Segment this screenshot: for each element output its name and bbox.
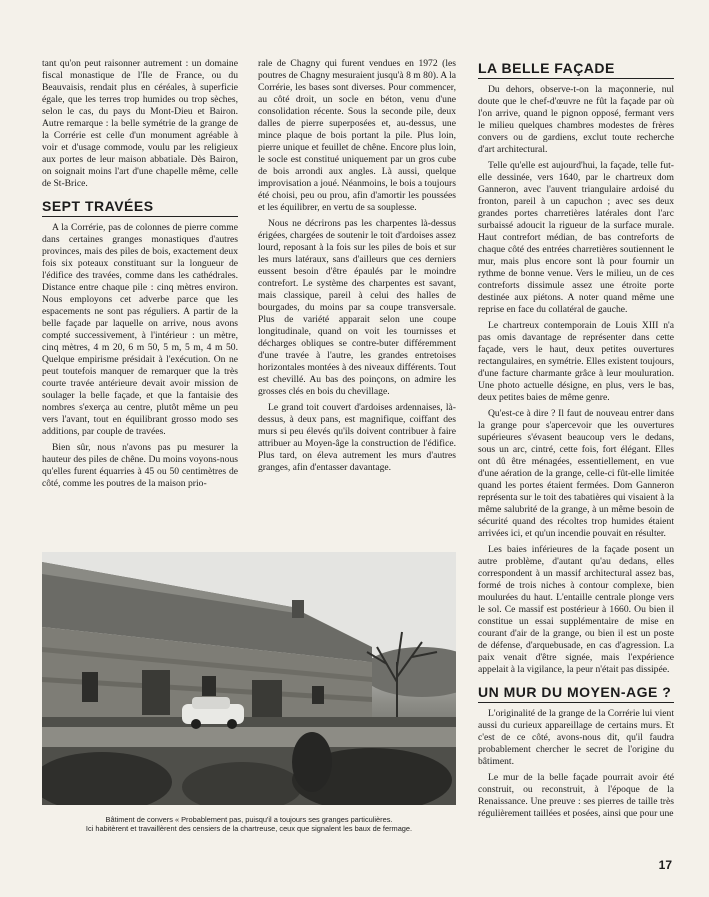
paragraph: Du dehors, observe-t-on la maçonnerie, nul doute que le chef-d'œuvre ne fût la façade par où l'on arrive, quand le pignon opposé, fermant vers le milieu quelques chambres modestes de frères convers ou de gardiens, exclut toute recherche d'art architectural. xyxy=(478,84,674,155)
section-heading-un-mur-du-moyen-age: UN MUR DU MOYEN-AGE ? xyxy=(478,684,674,703)
paragraph: A la Corrérie, pas de colonnes de pierre comme dans certaines granges monastiques d'autres provinces, mais des piles de bois, exactement deux fois six poteaux constituant sur la longueur de l'édifice des travées, comme dans les cathédrales. Distance entre chaque pile : cinq mètres environ. Nous employons cet adverbe parce que les espacements ne sont pas réguliers. A partir de la belle façade par laquelle on arrive, nous avons compté successivement, à l'intérieur : un mètre, cinq mètres, 4 m 20, 6 m 50, 5 m, 5 m, 4 m 50. Quelque empirisme présidait à l'exécution. On ne peut toutefois manquer de remarquer que la très courte travée antérieure devait avoir mission de soulager la belle façade, et que la fantaisie des nombres s'exerça au centre, plutôt même un peu vers l'avant, tout en équilibrant grosso modo ses additions, par couple de travées. xyxy=(42,222,238,437)
paragraph: tant qu'on peut raisonner autrement : un domaine fiscal monastique de l'Ile de France, ou du Beauvaisis, rendait plus en céréales, à superficie égale, que les terres trop humides ou trop sèches, selon le cas, du pays du Mont-Dieu et Bairon. Autre remarque : la belle symétrie de la grange de la Corrérie est celle d'un monument agréable à voir et d'usage commode, voulu par les religieux aux portes de leur maison abbatiale. Dès Bairon, on soignait moins l'art d'une chapelle même, celle de St-Brice. xyxy=(42,58,238,189)
column-1 xyxy=(42,58,238,494)
photo-illustration xyxy=(42,552,456,805)
farm-building-photo xyxy=(42,552,456,805)
column-2 xyxy=(258,58,456,478)
page-number: 17 xyxy=(658,858,672,872)
paragraph: rale de Chagny qui furent vendues en 1972 (les poutres de Chagny mesuraient jusqu'à 8 m 80). A la Corrérie, les bases sont diverses. Pour commencer, au côté droit, un socle en béton, venu d'une consolidation récente. Sous la seconde pile, deux dalles de pierre superposées et, au-dessus, une mince plaque de bois portant la pile. Plus loin, pierre unique et feuillet de chêne. Encore plus loin, le socle est constitué uniquement par un gros cube de bois arrondi aux angles. Là aussi, quelque improvisation a joué. Néanmoins, le bois a toujours été choisi, peu ou prou, afin d'amortir les poussées et les équilibrer, en vertu de sa souplesse. xyxy=(258,58,456,213)
paragraph: Le mur de la belle façade pourrait avoir été construit, ou reconstruit, à l'époque de la Renaissance. Une preuve : ses pierres de taille très régulièrement taillées et posées, ainsi que pour une xyxy=(478,772,674,819)
section-heading-la-belle-facade: LA BELLE FAÇADE xyxy=(478,60,674,79)
paragraph: Telle qu'elle est aujourd'hui, la façade, telle fut-elle dessinée, vers 1640, par le chartreux dom Ganneron, avec l'auvent triangulaire ardoisé du fronton, pareil à un capuchon ; avec ses deux grandes portes charretières latérales dont l'arc surbaissé adoucit la rigueur de la surface murale. Haut contrefort médian, de bas contreforts de chaque côté des entrées charretières soutiennent le mur, mais plus encore sont là pour fournir un rythme de bonne venue. Vers le milieu, un de ces contreforts dissimule assez une étroite porte destinée aux piétons. A noter quand même une reprise en face du collatéral de gauche. xyxy=(478,160,674,315)
column-3 xyxy=(478,60,674,824)
caption-line-2: Ici habitèrent et travaillèrent des censiers de la chartreuse, ceux que signalent les baux de fermage. xyxy=(85,824,413,833)
paragraph: Le grand toit couvert d'ardoises ardennaises, là-dessus, à deux pans, est magnifique, coiffant des murs si peu élevés qu'ils doivent contribuer à faire attribuer au Moyen-âge la construction de l'édifice. Plus tard, on éleva autrement les murs d'autres granges, afin d'entasser davantage. xyxy=(258,402,456,473)
paragraph: Les baies inférieures de la façade posent un autre problème, d'autant qu'au dedans, elles correspondent à un massif architectural assez bas, formé de trois niches à contour complexe, bien moulurées du haut. L'entaille centrale plonge vers le sol. Ce massif est postérieur à 1660. Ou bien il constitue un essai supplémentaire de mise en courant d'air de la grange, ou bien il est un poste de défense, d'arquebusade, en cas d'agression. La paix venait d'être signée, mais l'expérience appelait à la vigilance, la peur n'était pas dissipée. xyxy=(478,544,674,675)
paragraph: Le chartreux contemporain de Louis XIII n'a pas omis davantage de représenter dans cette façade, vers le haut, deux petites ouvertures rectangulaires, en symétrie. Elles existent toujours, d'une facture charmante grâce à leur mouluration. Une photo actuelle désigne, en plus, vers le bas, deux petites baies de même genre. xyxy=(478,320,674,403)
paragraph: L'originalité de la grange de la Corrérie lui vient aussi du curieux appareillage de certains murs. Et c'est de ce côté, avons-nous dit, qu'il faudra probablement chercher le secret de l'origine du bâtiment. xyxy=(478,708,674,767)
paragraph: Nous ne décrirons pas les charpentes là-dessus érigées, chargées de soutenir le toit d'ardoises assez lourd, reposant à la fois sur les piles de bois et sur les murs latéraux, sans d'ailleurs que ces derniers eussent besoin d'être épaulés par le moindre contrefort. Le système des charpentes est savant, mais classique, pareil à celui des halles de bourgades, du moins par sa coupe transversale. Plus de variété apparait selon une coupe longitudinale, quand on voit les tournisses et décharges obliques se contre-buter différemment d'une travée à l'autre, les grandes entretoises horizontales montées à des niveaux différents. Tout est chevillé. Au bas des poinçons, on admire les grosses clés en bois du chevillage. xyxy=(258,218,456,397)
photo-caption xyxy=(42,815,456,833)
caption-line-1: Bâtiment de convers « Probablement pas, puisqu'il a toujours ses granges particulières. xyxy=(105,815,393,824)
paragraph: Bien sûr, nous n'avons pas pu mesurer la hauteur des piles de chêne. Du moins voyons-nous qu'elles furent équarries à 45 ou 50 centimètres de côté, comme les poutres de la maison prio- xyxy=(42,442,238,489)
paragraph: Qu'est-ce à dire ? Il faut de nouveau entrer dans la grange pour s'apercevoir que les ouvertures supérieures s'évasent beaucoup vers le dedans, sous un arc, cintré, cette fois, fort élégant. Elles ont dû être ménagées, essentiellement, en vue d'une aération de la grange, celle-ci fût-elle limitée quand les portes étaient fermées. Dom Ganneron représenta sur le toit des tabatières qui visaient à la même salubrité de la grange, à un même besoin de sécurité quand des récoltes trop humides étaient arrivées ici, et qu'un incendie pouvait en résulter. xyxy=(478,408,674,539)
section-heading-sept-travees: SEPT TRAVÉES xyxy=(42,198,238,217)
